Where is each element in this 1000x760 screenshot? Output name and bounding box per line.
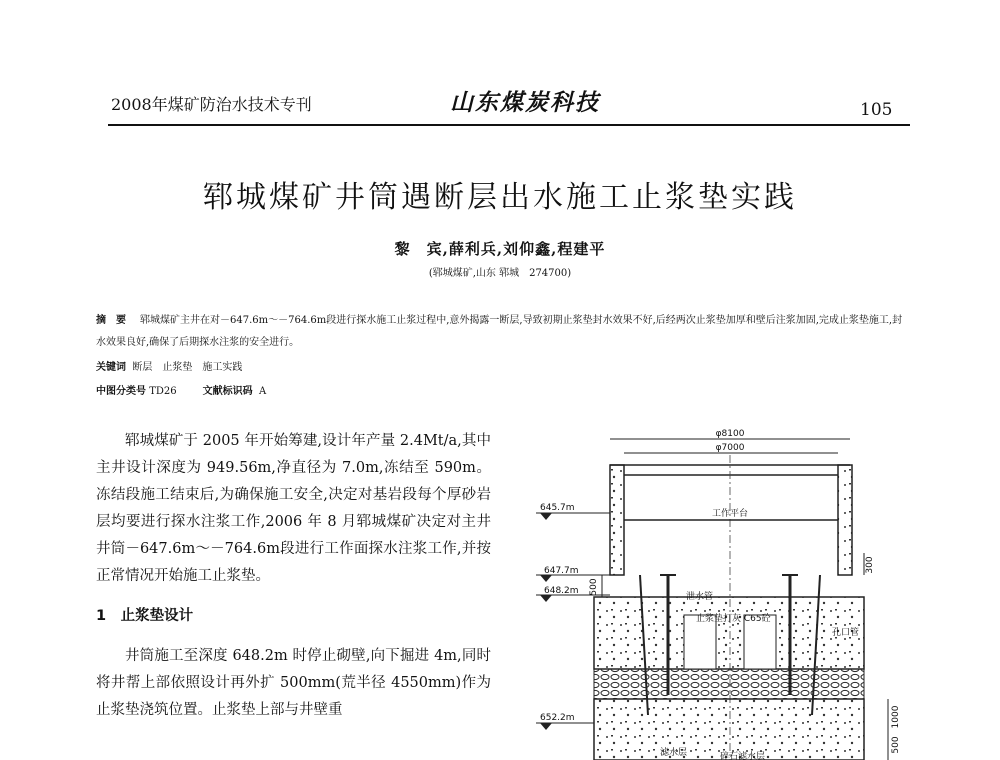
elev-3-label: 648.2m (544, 586, 579, 596)
journal-issue: 2008年煤矿防治水技术专刊 (111, 95, 312, 114)
dim-outer-label: φ8100 (715, 429, 745, 439)
elev-1-label: 645.7m (540, 503, 575, 513)
elev-2-marker (540, 575, 552, 582)
filter-label: 滤水层 (660, 748, 688, 758)
keywords-line (96, 358, 242, 373)
keywords-text: 断层 止浆垫 施工实践 (132, 362, 243, 373)
gravel-layer (594, 669, 864, 699)
elev-4-marker (540, 723, 552, 730)
shaft-section-drawing (520, 425, 915, 760)
pad-label: 止浆垫打灰 C65砼 (696, 614, 771, 624)
classification-code: TD26 (149, 386, 177, 397)
dim-inner-label: φ7000 (715, 443, 745, 453)
elev-4-label: 652.2m (540, 713, 575, 723)
elev-1-marker (540, 513, 552, 520)
elev-3-marker (540, 595, 552, 602)
work-platform-label: 工作平台 (711, 509, 749, 519)
shaft-section-figure (520, 425, 915, 760)
section-heading-1: 1 止浆垫设计 (96, 608, 194, 624)
doc-code-label: 文献标识码 (202, 386, 253, 397)
grout-pad (594, 597, 864, 669)
dim-1000-label: 1000 (891, 705, 901, 729)
article-title: 郓城煤矿井筒遇断层出水施工止浆垫实践 (203, 180, 797, 215)
classification-line (96, 382, 266, 397)
abstract (96, 310, 912, 354)
journal-logo: 山东煤炭科技 (450, 89, 600, 116)
dim-500b-label: 500 (891, 736, 901, 754)
article-authors: 黎 宾,薛利兵,刘仰鑫,程建平 (394, 240, 606, 258)
lower-concrete (594, 699, 864, 760)
header-rule (108, 124, 910, 126)
doc-code: A (258, 386, 267, 397)
abstract-label: 摘 要 (96, 315, 126, 326)
body-paragraph-1: 郓城煤矿于 2005 年开始筹建,设计年产量 2.4Mt/a,其中主井设计深度为 949.56m,净直径为 7.0m,冻结至 590m。冻结段施工结束后,为确保施工安全,决定对基岩段每个厚砂岩层均要进行探水注浆工作,2006 年 8 月郓城煤矿决定对主井井筒－647.6m～－764.6m段进行工作面探水注浆工作,并按正常情况开始施工止浆垫。 (96, 433, 491, 584)
left-shaft-wall (610, 465, 624, 575)
dim-500-label: 500 (589, 578, 599, 596)
body-column (96, 428, 491, 724)
article-affiliation: (郓城煤矿,山东 郓城 274700) (428, 268, 572, 279)
dim-300-label: 300 (865, 556, 875, 574)
classification-label: 中图分类号 (96, 386, 146, 397)
body-paragraph-2: 井筒施工至深度 648.2m 时停止砌壁,向下掘进 4m,同时将井帮上部依照设计再外扩 500mm(荒半径 4550mm)作为止浆垫浇筑位置。止浆垫上部与井壁重 (96, 648, 491, 718)
orifice-label: 孔口管 (832, 628, 860, 638)
elev-2-label: 647.7m (544, 566, 579, 576)
abstract-text: 郓城煤矿主井在对－647.6m～－764.6m段进行探水施工止浆过程中,意外揭露一断层,导致初期止浆垫封水效果不好,后经两次止浆垫加厚和壁后注浆加固,完成止浆垫施工,封水效果良好,确保了后期探水注浆的安全进行。 (96, 315, 903, 348)
gravel-label: 碎石滤水层 (720, 752, 766, 760)
drain-pipe-label: 泄水管 (686, 592, 714, 602)
keywords-label: 关键词 (96, 362, 126, 373)
right-shaft-wall (838, 465, 852, 575)
page-number: 105 (860, 100, 893, 120)
